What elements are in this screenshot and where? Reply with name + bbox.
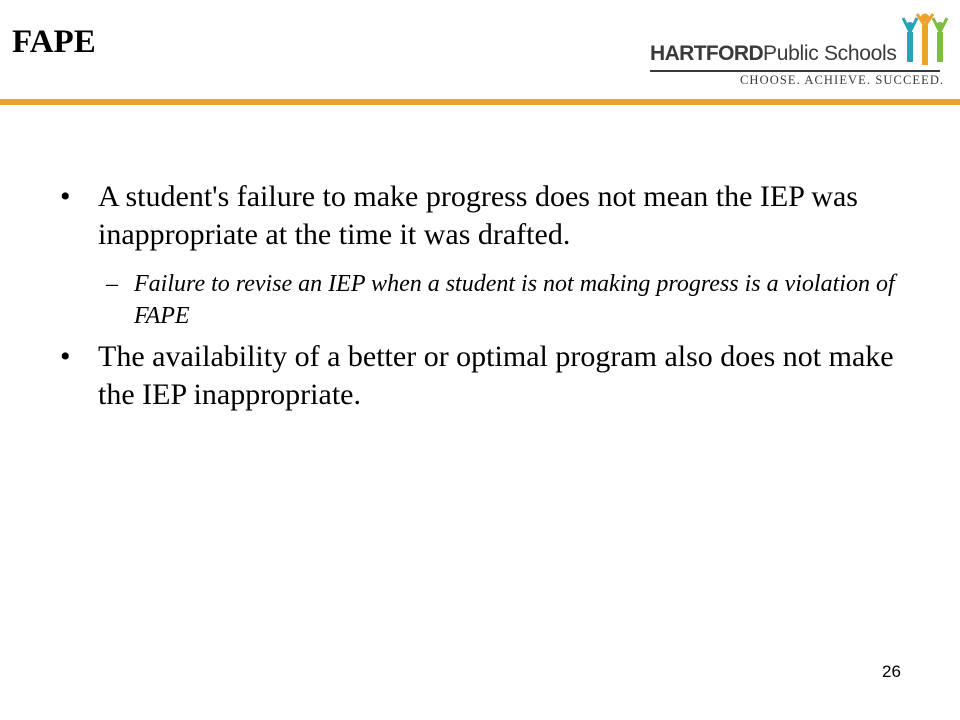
logo-divider: [650, 70, 940, 72]
hartford-public-schools-logo: [640, 10, 950, 95]
logo-wordmark: HARTFORDPublic Schools: [650, 42, 897, 65]
slide-title: FAPE: [12, 24, 96, 60]
header-divider: [0, 99, 960, 105]
sub-bullet-item: [106, 268, 900, 332]
bullet-item: [60, 338, 900, 414]
bullet-text: The availability of a better or optimal program also does not make the IEP inappropriate.: [98, 340, 894, 411]
page-number: 26: [882, 662, 901, 681]
bullet-list: [60, 178, 900, 428]
bullet-marker: •: [60, 180, 71, 213]
bullet-item: [60, 178, 900, 254]
sub-bullet-marker: –: [106, 271, 118, 297]
bullet-marker: •: [60, 340, 71, 373]
bullet-text: A student's failure to make progress does not mean the IEP was inappropriate at the time it was drafted.: [98, 180, 858, 251]
sub-bullet-text: Failure to revise an IEP when a student is not making progress is a violation of FAPE: [134, 271, 895, 329]
children-figures-icon: [902, 12, 948, 70]
logo-tagline: CHOOSE. ACHIEVE. SUCCEED.: [740, 73, 945, 87]
